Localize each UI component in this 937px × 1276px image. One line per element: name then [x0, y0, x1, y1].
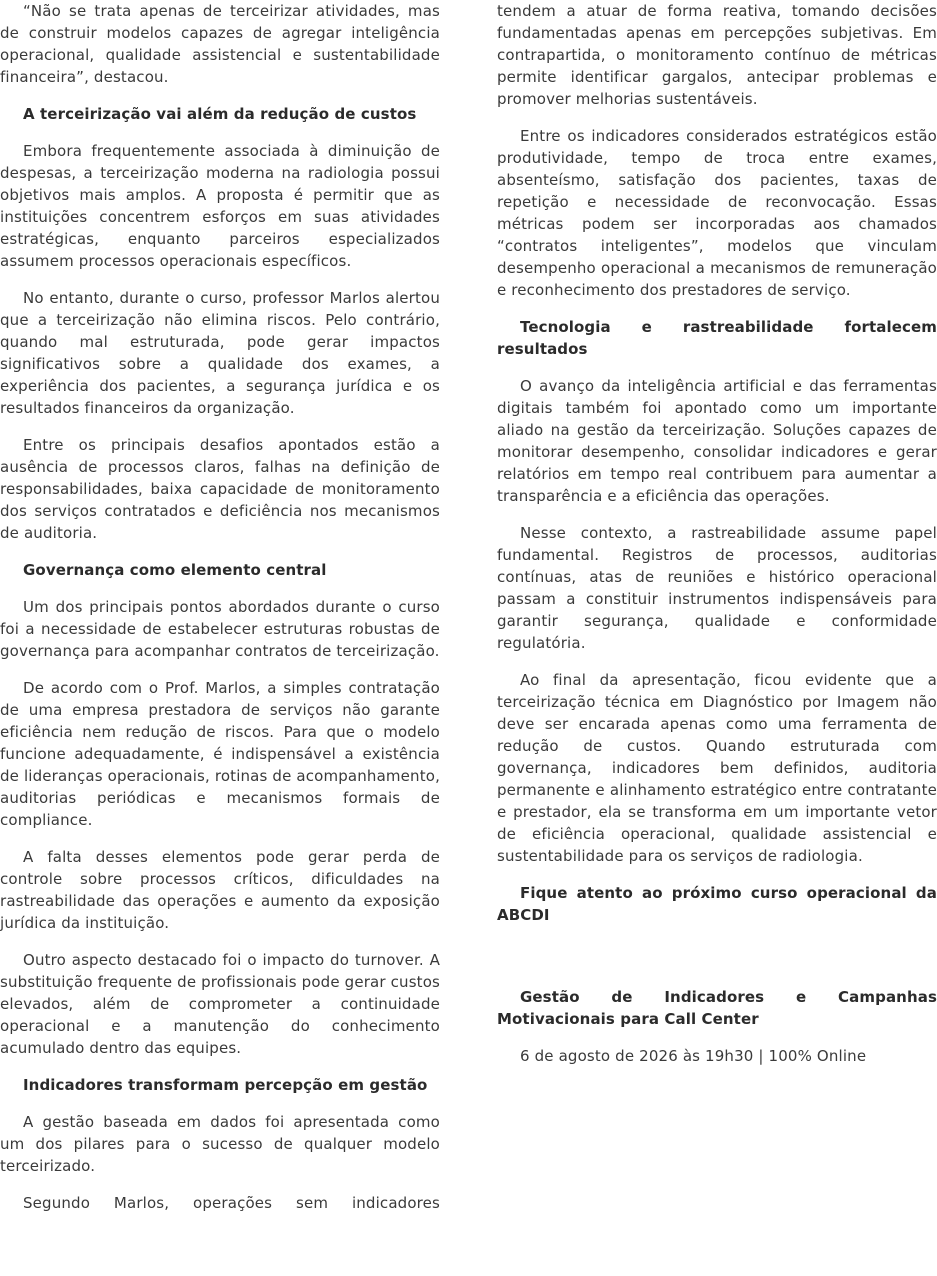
paragraph: Ao final da apresentação, ficou evidente que a terceirização técnica em Diagnóstico por Imagem não deve ser encarada apenas como uma ferramenta de redução de custos. Quando estruturada com governança, indicadores bem definidos, auditoria permanente e alinhamento estratégico entre contratante e prestador, ela se transforma em um importante vetor de eficiência operacional, qualidade assistencial e sustentabilidade para os serviços de radiologia. [497, 671, 937, 865]
paragraph: Embora frequentemente associada à diminuição de despesas, a terceirização moderna na radiologia possui objetivos mais amplos. A proposta é permitir que as instituições concentrem esforços em suas atividades estratégicas, enquanto parceiros especializados assumem processos operacionais específicos. [0, 142, 440, 270]
paragraph: Entre os indicadores considerados estratégicos estão produtividade, tempo de troca entre exames, absenteísmo, satisfação dos pacientes, taxas de repetição e necessidade de reconvocação. Essas métricas podem ser incorporadas aos chamados “contratos inteligentes”, modelos que vinculam desempenho operacional a mecanismos de remuneração e reconhecimento dos prestadores de serviço. [497, 127, 937, 299]
paragraph: No entanto, durante o curso, professor Marlos alertou que a terceirização não elimina riscos. Pelo contrário, quando mal estruturada, pode gerar impactos significativos sobre a qualidade dos exames, a experiência dos pacientes, a segurança jurídica e os resultados financeiros da organização. [0, 289, 440, 417]
paragraph: A gestão baseada em dados foi apresentada como um dos pilares para o sucesso de qualquer modelo terceirizado. [0, 1113, 440, 1175]
paragraph: Segundo Marlos, operações sem indicadores [23, 1194, 440, 1212]
section-heading: Governança como elemento central [23, 561, 327, 579]
course-title: Gestão de Indicadores e Campanhas Motivacionais para Call Center [497, 988, 937, 1028]
paragraph: Outro aspecto destacado foi o impacto do turnover. A substituição frequente de profissionais pode gerar custos elevados, além de comprometer a continuidade operacional e a manutenção do conhecimento acumulado dentro das equipes. [0, 951, 440, 1057]
section-heading: A terceirização vai além da redução de custos [23, 105, 417, 123]
paragraph: tendem a atuar de forma reativa, tomando decisões fundamentadas apenas em percepções subjetivas. Em contrapartida, o monitoramento contínuo de métricas permite identificar gargalos, antecipar problemas e promover melhorias sustentáveis. [497, 2, 937, 108]
paragraph: O avanço da inteligência artificial e das ferramentas digitais também foi apontado como um importante aliado na gestão da terceirização. Soluções capazes de monitorar desempenho, consolidar indicadores e gerar relatórios em tempo real contribuem para aumentar a transparência e a eficiência das operações. [497, 377, 937, 505]
paragraph: A falta desses elementos pode gerar perda de controle sobre processos críticos, dificuldades na rastreabilidade das operações e aumento da exposição jurídica da instituição. [0, 848, 440, 932]
paragraph: De acordo com o Prof. Marlos, a simples contratação de uma empresa prestadora de serviços não garante eficiência nem redução de riscos. Para que o modelo funcione adequadamente, é indispensável a existência de lideranças operacionais, rotinas de acompanhamento, auditorias periódicas e mecanismos formais de compliance. [0, 679, 440, 829]
section-heading: Tecnologia e rastreabilidade fortalecem resultados [497, 318, 937, 358]
section-heading: Indicadores transformam percepção em gestão [23, 1076, 428, 1094]
paragraph: Entre os principais desafios apontados estão a ausência de processos claros, falhas na definição de responsabilidades, baixa capacidade de monitoramento dos serviços contratados e deficiência nos mecanismos de auditoria. [0, 436, 440, 542]
left-column [0, 0, 440, 1229]
paragraph: Nesse contexto, a rastreabilidade assume papel fundamental. Registros de processos, auditorias contínuas, atas de reuniões e histórico operacional passam a constituir instrumentos indispensáveis para garantir segurança, qualidade e conformidade regulatória. [497, 524, 937, 652]
course-announcement-heading: Fique atento ao próximo curso operacional da ABCDI [497, 884, 937, 924]
spacer [497, 941, 937, 986]
right-column [497, 0, 937, 1082]
paragraph: “Não se trata apenas de terceirizar atividades, mas de construir modelos capazes de agregar inteligência operacional, qualidade assistencial e sustentabilidade financeira”, destacou. [0, 2, 440, 86]
paragraph: Um dos principais pontos abordados durante o curso foi a necessidade de estabelecer estruturas robustas de governança para acompanhar contratos de terceirização. [0, 598, 440, 660]
course-date: 6 de agosto de 2026 às 19h30 | 100% Online [520, 1047, 867, 1065]
